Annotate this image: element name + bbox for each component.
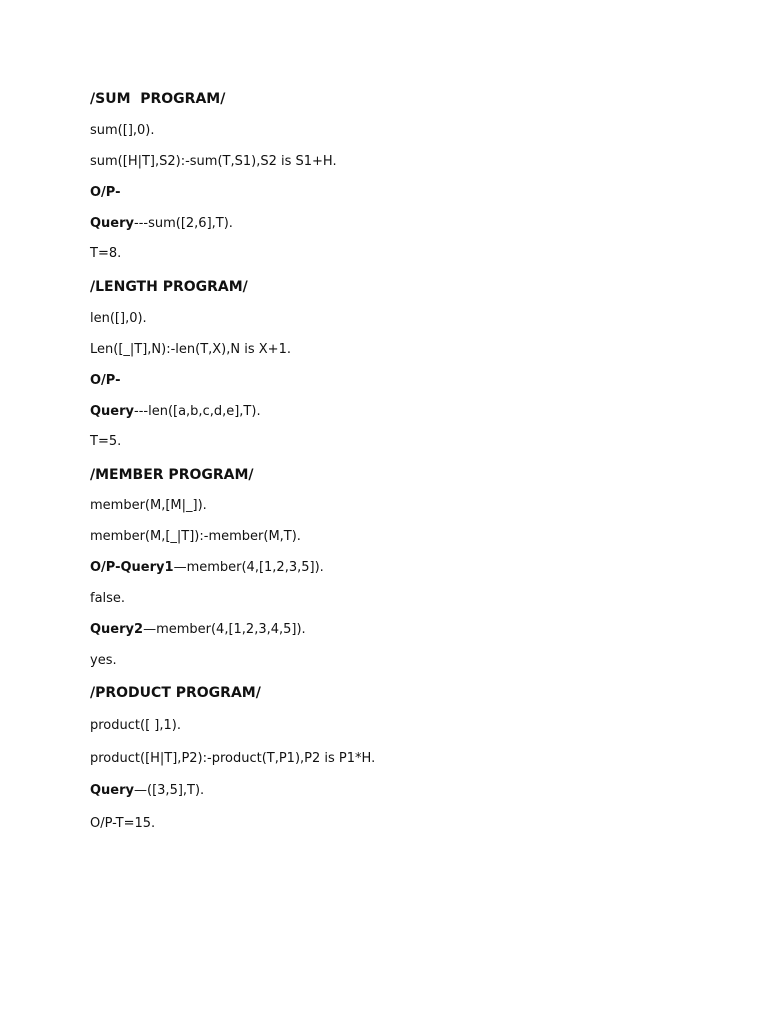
sum-program-heading: /SUM PROGRAM/ [90,91,226,107]
product-rule-recursive: product([H|T],P2):-product(T,P1),P2 is P1*H. [90,751,376,766]
sum-rule-base: sum([],0). [90,123,155,138]
member-rule-base: member(M,[M|_]). [90,498,207,513]
product-query-text: —([3,5],T). [134,783,205,798]
length-result: T=5. [90,434,122,449]
sum-output-label: O/P- [90,185,121,200]
member-query1 [90,560,324,576]
length-rule-base: len([],0). [90,311,147,326]
member-query1-label: O/P-Query1 [90,560,174,575]
product-result: O/P-T=15. [90,816,156,831]
length-query [90,404,261,420]
member-query2-label: Query2 [90,622,144,637]
member-program-heading: /MEMBER PROGRAM/ [90,467,254,483]
product-query-label: Query [90,783,135,798]
sum-query [90,216,233,232]
member-result1: false. [90,591,126,606]
member-query2 [90,622,306,638]
sum-result: T=8. [90,246,122,261]
length-program-heading: /LENGTH PROGRAM/ [90,279,248,295]
length-output-label: O/P- [90,373,121,388]
member-query1-text: —member(4,[1,2,3,5]). [173,560,324,575]
length-query-label: Query [90,404,135,419]
member-result2: yes. [90,653,117,668]
length-query-text: ---len([a,b,c,d,e],T). [134,404,261,419]
member-rule-recursive: member(M,[_|T]):-member(M,T). [90,529,301,544]
sum-query-text: ---sum([2,6],T). [134,216,233,231]
product-rule-base: product([ ],1). [90,718,181,733]
sum-query-label: Query [90,216,135,231]
product-query [90,783,204,799]
sum-rule-recursive: sum([H|T],S2):-sum(T,S1),S2 is S1+H. [90,154,337,169]
member-query2-text: —member(4,[1,2,3,4,5]). [143,622,306,637]
product-program-heading: /PRODUCT PROGRAM/ [90,685,261,701]
length-rule-recursive: Len([_|T],N):-len(T,X),N is X+1. [90,342,291,357]
